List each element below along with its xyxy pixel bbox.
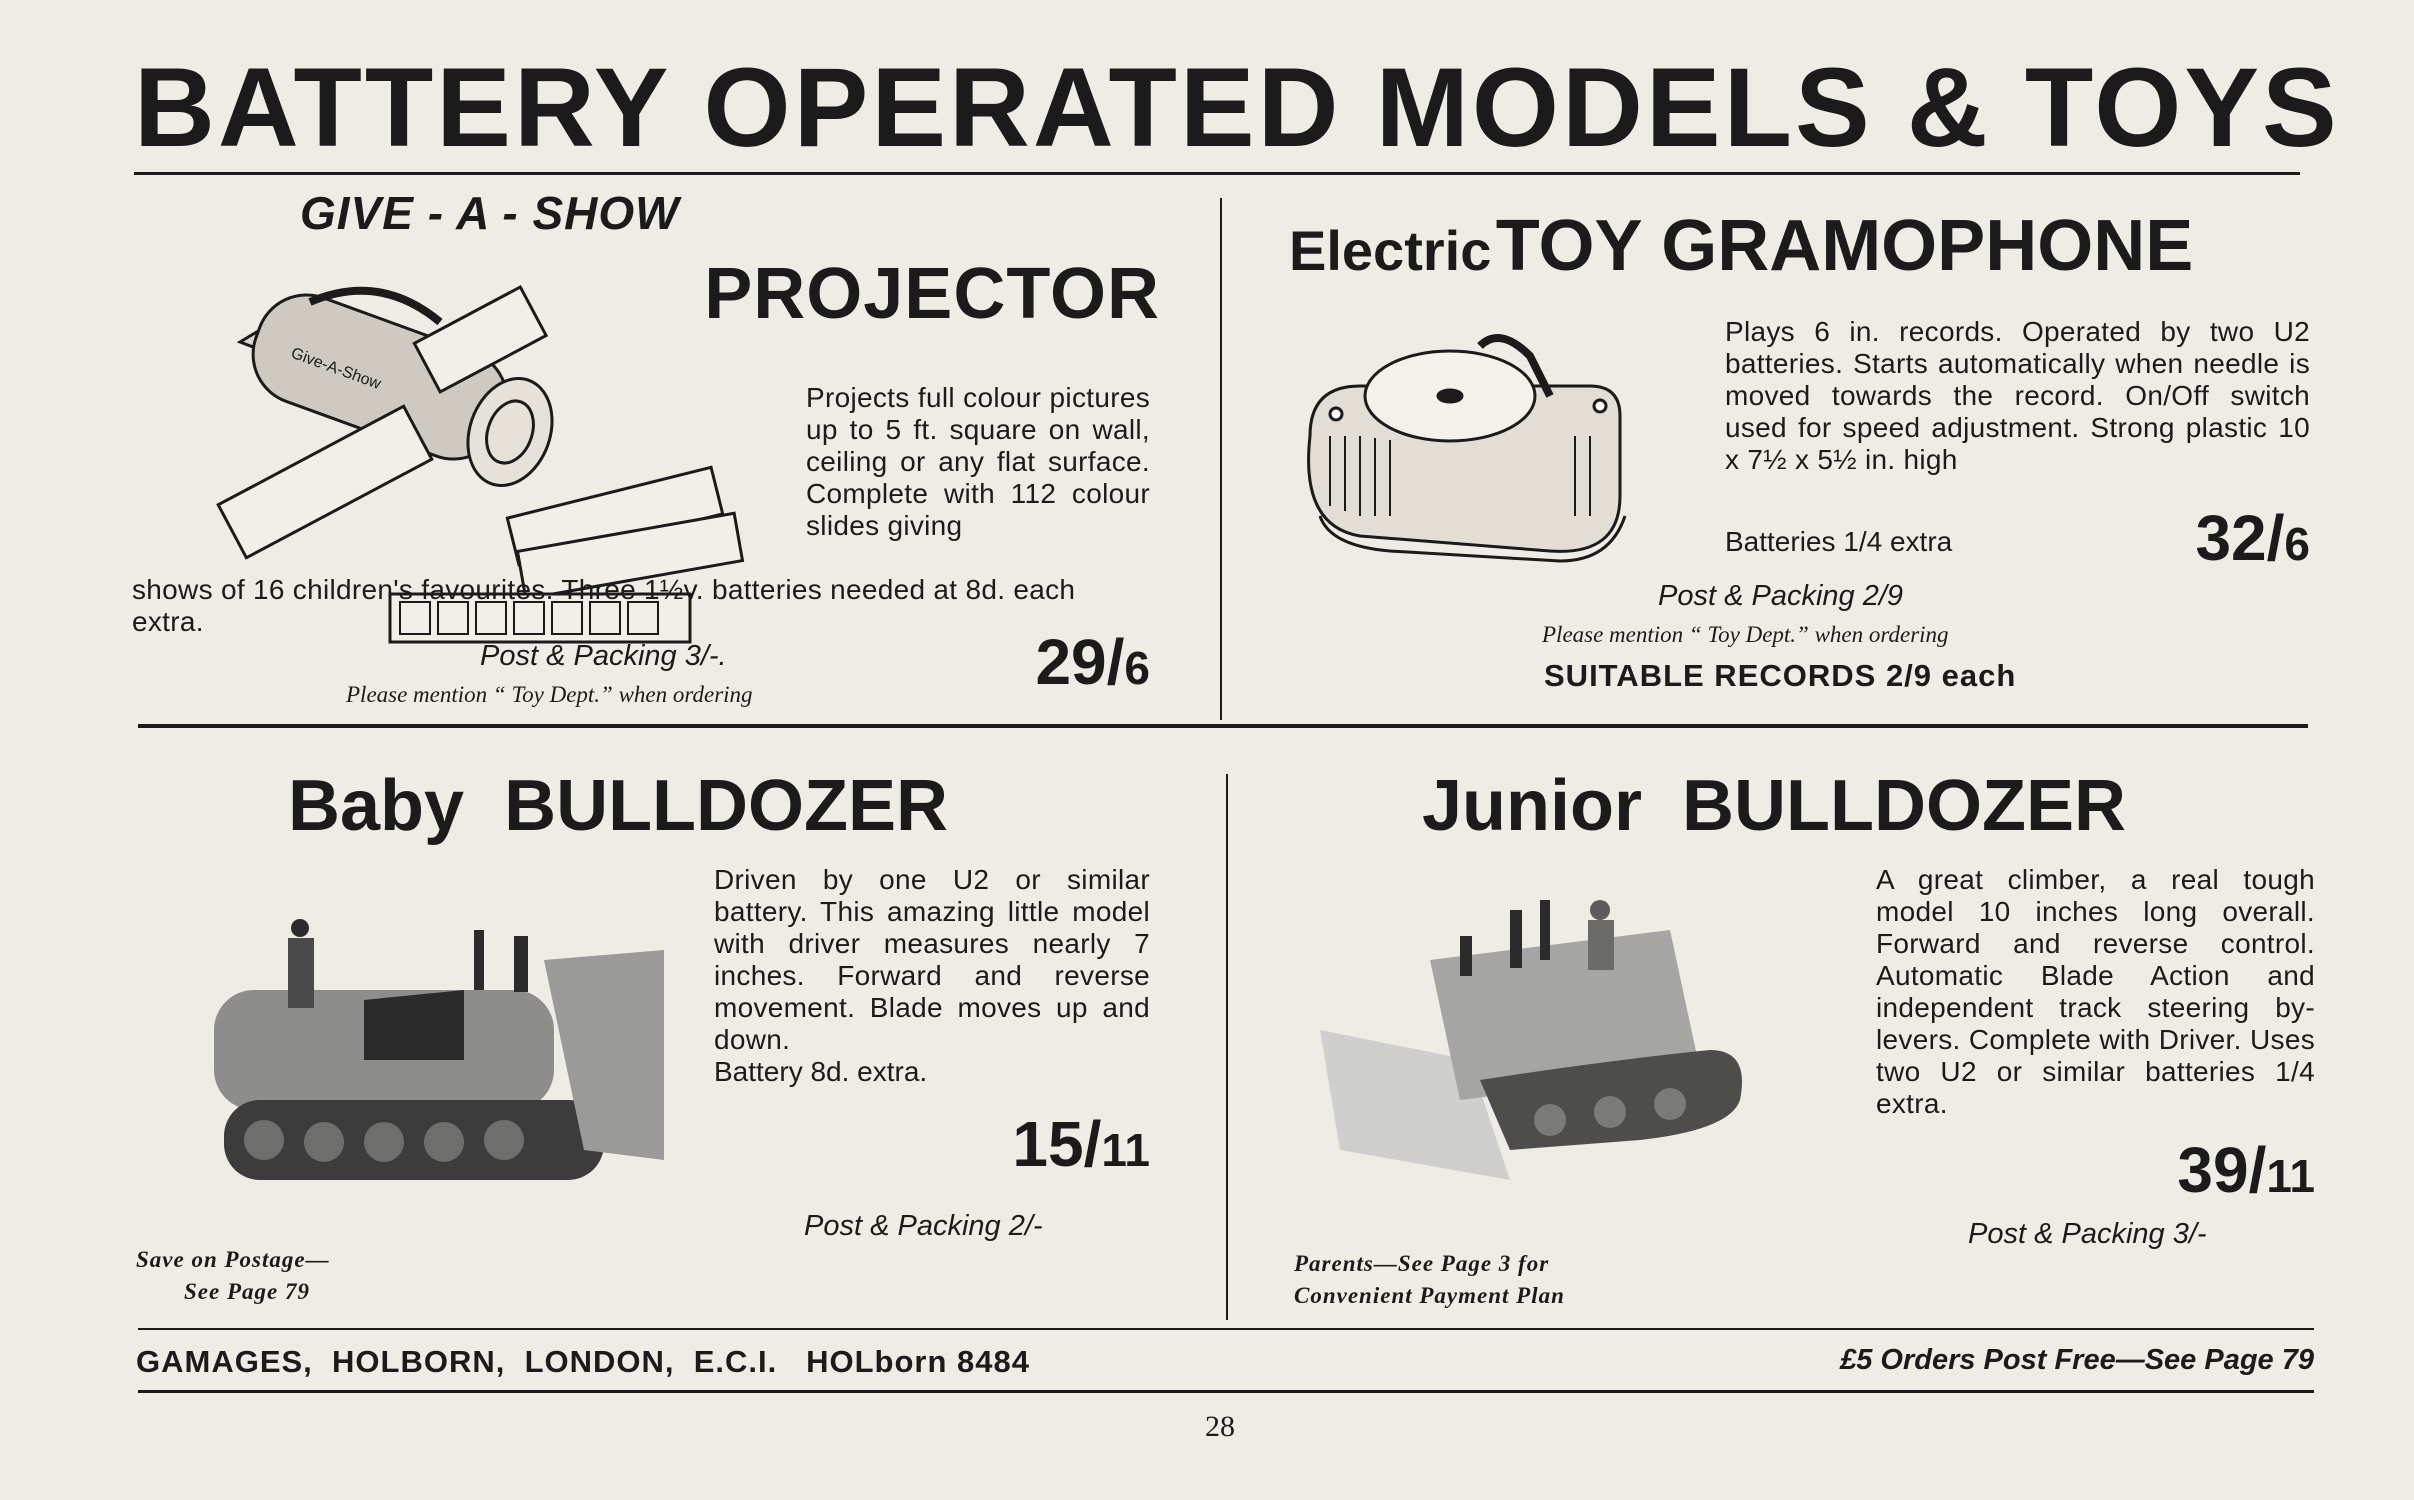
footer-top-rule — [138, 1328, 2314, 1330]
gramophone-heading — [1289, 206, 2194, 286]
baby-bulldozer-panel — [130, 760, 1150, 1320]
gramophone-price-sup: 6 — [2284, 518, 2310, 570]
middle-rule — [138, 724, 2308, 728]
page-title: BATTERY OPERATED MODELS & TOYS — [134, 45, 2340, 170]
projector-price-main: 29/ — [1035, 626, 1125, 698]
gramophone-heading-small: Electric — [1289, 219, 1492, 282]
projector-description-cont: shows of 16 children's favourites. Three 1½v. batteries needed at 8d. each extra. — [132, 574, 1076, 637]
projector-logo-lettering: Give-A-Show — [288, 344, 384, 393]
gramophone-records: SUITABLE RECORDS 2/9 each — [1544, 658, 2017, 693]
junior-bulldozer-post-packing: Post & Packing 3/- — [1968, 1218, 2207, 1250]
projector-price-sup: 6 — [1124, 642, 1150, 694]
projector-description: Projects full colour pictures up to 5 ft. square on wall, ceiling or any flat surface. Complete with 112 colour slides giving — [806, 382, 1150, 541]
baby-bulldozer-photo — [204, 910, 734, 1190]
gramophone-mention: Please mention “ Toy Dept.” when ordering — [1542, 622, 1949, 647]
projector-mention: Please mention “ Toy Dept.” when ordering — [346, 682, 753, 707]
gramophone-post-packing: Post & Packing 2/9 — [1658, 580, 1904, 612]
projector-heading: PROJECTOR — [704, 254, 1160, 334]
gramophone-description: Plays 6 in. records. Operated by two U2 batteries. Starts automatically when needle is moved towards the record. On/Off switch used for speed adjustment. Strong plastic 10 x 7½ x 5½ in. high — [1725, 316, 2310, 475]
baby-bulldozer-note-2: See Page 79 — [184, 1279, 310, 1304]
baby-bulldozer-price — [1012, 1108, 1150, 1180]
projector-panel — [130, 187, 1160, 720]
baby-bulldozer-battery: Battery 8d. extra. — [714, 1056, 928, 1087]
baby-bulldozer-heading: Baby BULLDOZER — [288, 766, 949, 846]
junior-bulldozer-photo — [1310, 900, 1790, 1200]
junior-bulldozer-price-sup: 11 — [2266, 1150, 2315, 1202]
junior-bulldozer-note-2: Convenient Payment Plan — [1294, 1283, 1565, 1308]
junior-bulldozer-note-1: Parents—See Page 3 for — [1294, 1251, 1550, 1276]
baby-bulldozer-price-main: 15/ — [1012, 1108, 1102, 1180]
gramophone-heading-big: TOY GRAMOPHONE — [1495, 206, 2194, 286]
title-rule — [134, 172, 2300, 175]
footer-bottom-rule — [138, 1390, 2314, 1393]
projector-kicker: GIVE - A - SHOW — [300, 187, 680, 239]
baby-bulldozer-price-sup: 11 — [1101, 1124, 1150, 1176]
junior-bulldozer-description: A great climber, a real tough model 10 inches long overall. Forward and reverse control. Automatic Blade Action and independent track steering by-levers. Complete with Driver. Uses two U2 or similar batteries 1/4 extra. — [1876, 864, 2315, 1119]
junior-bulldozer-panel — [1270, 760, 2315, 1320]
junior-bulldozer-price-main: 39/ — [2177, 1134, 2267, 1206]
footer-offer: £5 Orders Post Free—See Page 79 — [1840, 1344, 2314, 1376]
junior-bulldozer-price — [2177, 1134, 2315, 1206]
projector-price — [1035, 626, 1150, 698]
footer-address: GAMAGES, HOLBORN, LONDON, E.C.I. HOLborn 8484 — [136, 1344, 1030, 1379]
bottom-divider — [1226, 774, 1228, 1320]
top-divider — [1220, 198, 1222, 720]
gramophone-price-main: 32/ — [2195, 502, 2285, 574]
page-number: 28 — [1205, 1410, 1235, 1443]
gramophone-price — [2195, 502, 2310, 574]
projector-post-packing: Post & Packing 3/-. — [480, 640, 727, 672]
gramophone-panel — [1280, 200, 2310, 720]
baby-bulldozer-note-1: Save on Postage— — [136, 1247, 330, 1272]
gramophone-batteries: Batteries 1/4 extra — [1725, 526, 1953, 557]
gramophone-illustration — [1300, 326, 1640, 566]
baby-bulldozer-description: Driven by one U2 or similar battery. This amazing little model with driver measures nearly 7 inches. Forward and reverse movement. Blade moves up and down. — [714, 864, 1150, 1055]
baby-bulldozer-post-packing: Post & Packing 2/- — [804, 1210, 1043, 1242]
junior-bulldozer-heading: Junior BULLDOZER — [1422, 766, 2126, 846]
